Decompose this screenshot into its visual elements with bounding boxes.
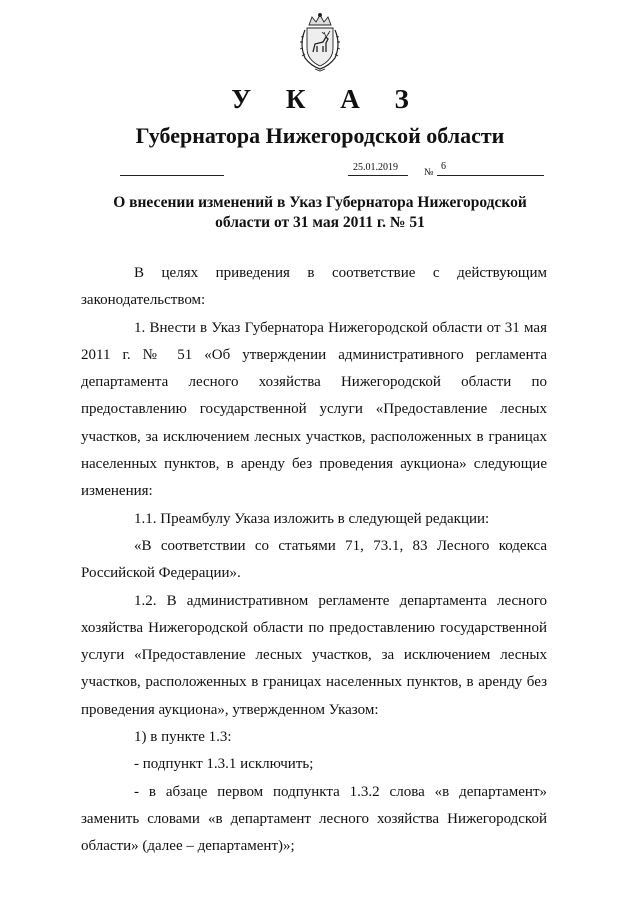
paragraph-dash-2: - в абзаце первом подпункта 1.3.2 слова «в департамент» заменить словами «в департамент лесного хозяйства Нижегородской области» (далее – департамент)»; [81, 783, 547, 855]
date-underline [348, 175, 408, 176]
document-title-line-2: области от 31 мая 2011 г. № 51 [215, 214, 425, 231]
document-issuer-heading: Губернатора Нижегородской области [135, 123, 505, 148]
document-title [100, 193, 540, 233]
paragraph-item-1-2: 1.2. В административном регламенте департамента лесного хозяйства Нижегородской области по предоставлению государственной услуги «Предоставление лесных участков, за исключением лесных участков, расположенных в границах населенных пунктов, в аренду без проведения аукциона», утвержденном Указом: [81, 592, 547, 718]
paragraph-item-1-1: 1.1. Преамбулу Указа изложить в следующей редакции: [134, 510, 490, 527]
paragraph-sub-1: 1) в пункте 1.3: [134, 729, 232, 746]
document-title-line-1: О внесении изменений в Указ Губернатора Нижегородской [113, 194, 527, 211]
paragraph-quote: «В соответствии со статьями 71, 73.1, 83 Лесного кодекса Российской Федерации». [81, 537, 547, 582]
paragraph-item-1: 1. Внести в Указ Губернатора Нижегородской области от 31 мая 2011 г. № 51 «Об утверждении административного регламента департамента лесного хозяйства Нижегородской области по предоставлению государственной услуги «Предоставление лесных участков, за исключением лесных участков, расположенных в границах населенных пунктов, в аренду без проведения аукциона» следующие изменения: [81, 319, 547, 500]
paragraph-dash-1: - подпункт 1.3.1 исключить; [134, 756, 314, 773]
number-underline [437, 175, 544, 176]
paragraph-intro: В целях приведения в соответствие с действующим законодательством: [81, 265, 547, 309]
document-type-heading: У К А З [231, 84, 423, 114]
blank-line-left [120, 175, 224, 176]
number-sign: № [424, 167, 434, 178]
document-date: 25.01.2019 [353, 162, 398, 173]
coat-of-arms-icon [295, 12, 345, 72]
document-number: 6 [441, 161, 446, 172]
document-body [81, 260, 547, 861]
